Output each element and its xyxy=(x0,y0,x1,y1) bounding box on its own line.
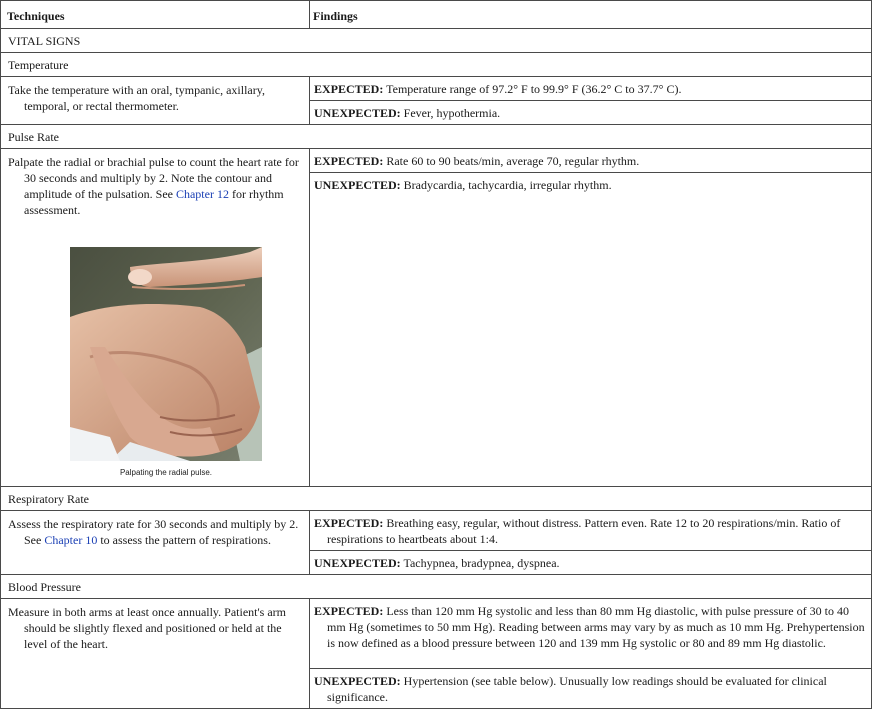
section-title-respiratory-rate: Respiratory Rate xyxy=(1,487,872,511)
expected-label: EXPECTED: xyxy=(314,82,384,96)
temperature-technique xyxy=(1,77,310,125)
bp-expected-text: Less than 120 mm Hg systolic and less than 80 mm Hg diastolic, with pulse pressure of 30 to 40 mm Hg (sometimes to 50 mm Hg). Reading between arms may vary by as much as 10 mm Hg. Prehypertension is now defined as a blood pressure between 120 and 139 mm Hg systolic or 80 and 89 mm Hg diastolic. xyxy=(327,604,865,650)
pulse-unexpected xyxy=(310,173,872,487)
bp-unexpected-text: Hypertension (see table below). Unusually low readings should be evaluated for clinical significance. xyxy=(327,674,827,704)
respiratory-expected-row xyxy=(1,511,872,551)
pulse-expected xyxy=(310,149,872,173)
section-row-temperature xyxy=(1,53,872,77)
bp-technique-text: Measure in both arms at least once annually. Patient's arm should be slightly flexed and positioned or held at the level of the heart. xyxy=(8,605,286,651)
unexpected-label: UNEXPECTED: xyxy=(314,106,401,120)
pulse-expected-row xyxy=(1,149,872,173)
section-row-blood-pressure xyxy=(1,575,872,599)
findings-header: Findings xyxy=(310,1,872,29)
expected-label: EXPECTED: xyxy=(314,516,384,530)
respiratory-unexpected-text: Tachypnea, bradypnea, dyspnea. xyxy=(400,556,560,570)
pulse-expected-text: Rate 60 to 90 beats/min, average 70, regular rhythm. xyxy=(383,154,640,168)
section-title-pulse-rate: Pulse Rate xyxy=(1,125,872,149)
bp-unexpected xyxy=(310,669,872,709)
pulse-photo-figure xyxy=(70,247,262,481)
section-row-respiratory-rate xyxy=(1,487,872,511)
temperature-unexpected xyxy=(310,101,872,125)
unexpected-label: UNEXPECTED: xyxy=(314,674,401,688)
expected-label: EXPECTED: xyxy=(314,154,384,168)
chapter-10-link[interactable]: Chapter 10 xyxy=(44,533,98,547)
temperature-expected xyxy=(310,77,872,101)
pulse-unexpected-text: Bradycardia, tachycardia, irregular rhythm. xyxy=(400,178,612,192)
temperature-unexpected-text: Fever, hypothermia. xyxy=(400,106,501,120)
respiratory-expected-text: Breathing easy, regular, without distress. Pattern even. Rate 12 to 20 respirations/min. Ratio of respirations to heartbeats about 1:4. xyxy=(327,516,841,546)
temperature-technique-text: Take the temperature with an oral, tympanic, axillary, temporal, or rectal thermometer. xyxy=(8,83,265,113)
techniques-header: Techniques xyxy=(1,1,310,29)
temperature-expected-row xyxy=(1,77,872,101)
section-title-blood-pressure: Blood Pressure xyxy=(1,575,872,599)
expected-label: EXPECTED: xyxy=(314,604,384,618)
unexpected-label: UNEXPECTED: xyxy=(314,178,401,192)
respiratory-technique xyxy=(1,511,310,575)
radial-pulse-photo xyxy=(70,247,262,461)
pulse-technique-text: Palpate the radial or brachial pulse to count the heart rate for 30 seconds and multiply by 2. Note the contour and amplitude of the pulsation. See Chapter 12 for rhythm assessment. xyxy=(8,155,299,217)
temperature-expected-text: Temperature range of 97.2° F to 99.9° F (36.2° C to 37.7° C). xyxy=(383,82,682,96)
bp-technique xyxy=(1,599,310,709)
respiratory-technique-text: Assess the respiratory rate for 30 seconds and multiply by 2. See Chapter 10 to assess the pattern of respirations. xyxy=(8,517,299,547)
section-title-vital-signs: VITAL SIGNS xyxy=(1,29,872,53)
bp-expected xyxy=(310,599,872,669)
unexpected-label: UNEXPECTED: xyxy=(314,556,401,570)
bp-expected-row xyxy=(1,599,872,669)
section-row-pulse-rate xyxy=(1,125,872,149)
respiratory-expected xyxy=(310,511,872,551)
chapter-12-link[interactable]: Chapter 12 xyxy=(175,187,229,201)
section-row-vital-signs xyxy=(1,29,872,53)
photo-caption: Palpating the radial pulse. xyxy=(119,468,213,477)
pulse-technique xyxy=(1,149,310,487)
section-title-temperature: Temperature xyxy=(1,53,872,77)
header-row xyxy=(1,1,872,29)
respiratory-unexpected xyxy=(310,551,872,575)
